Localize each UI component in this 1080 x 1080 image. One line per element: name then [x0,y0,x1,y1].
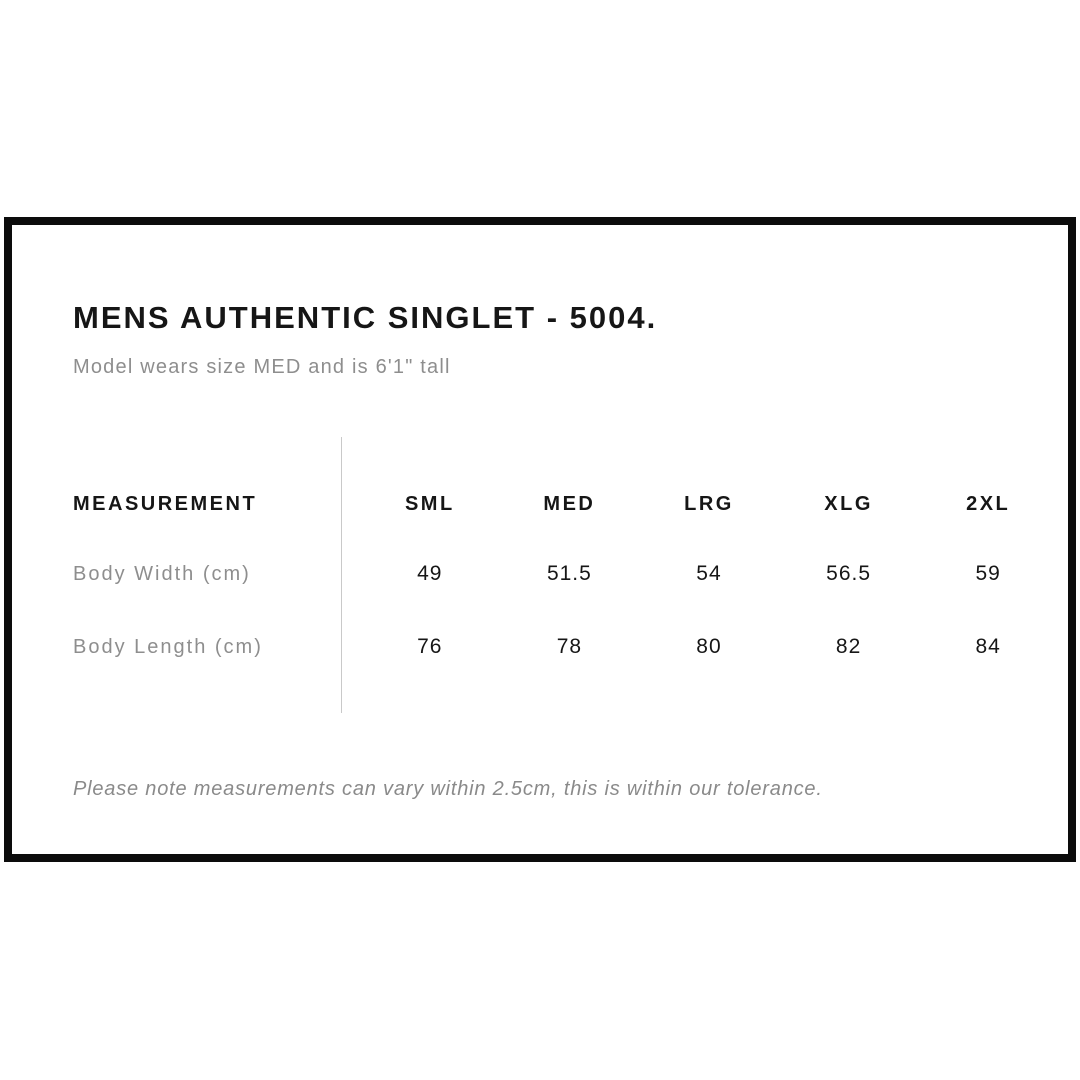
body-length-xlg: 82 [835,635,862,658]
size-header-2xl: 2XL [966,492,1011,515]
table-header-row [73,489,1058,519]
size-header-lrg: LRG [684,492,734,515]
body-width-2xl: 59 [975,562,1001,585]
body-width-lrg: 54 [696,562,722,585]
body-length-lrg: 80 [696,635,722,658]
tolerance-note: Please note measurements can vary within 2.5cm, this is within our tolerance. [73,778,823,800]
body-width-xlg: 56.5 [826,562,872,585]
table-row-body-width [73,559,1058,589]
table-row-body-length [73,632,1058,662]
size-header-sml: SML [404,492,455,515]
size-header-xlg: XLG [824,492,873,515]
body-length-2xl: 84 [975,635,1001,658]
product-title: MENS AUTHENTIC SINGLET - 5004. [73,300,658,335]
measurement-column-header: MEASUREMENT [73,492,258,515]
row-label-body-width: Body Width (cm) [73,562,251,585]
size-chart-table [73,437,1058,713]
model-size-note: Model wears size MED and is 6'1" tall [73,356,451,378]
size-header-med: MED [543,492,596,515]
body-length-sml: 76 [417,635,443,658]
body-width-med: 51.5 [546,562,592,585]
body-width-sml: 49 [417,562,443,585]
body-length-med: 78 [556,635,583,658]
row-label-body-length: Body Length (cm) [73,635,263,658]
